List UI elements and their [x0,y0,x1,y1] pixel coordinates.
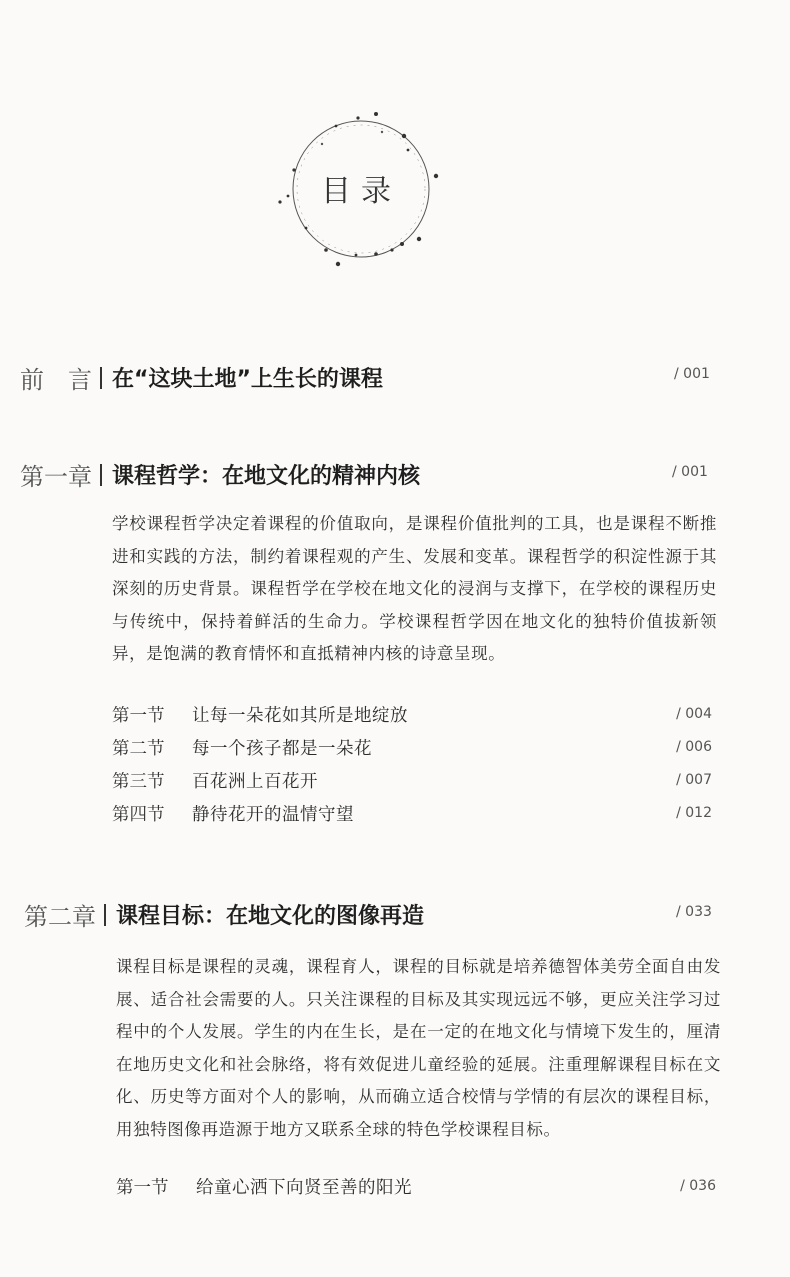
chapter-1-page-number: / 001 [672,464,708,480]
chapter-2-title: 课程目标：在地文化的图像再造 [116,904,425,929]
section-title: 静待花开的温情守望 [192,804,354,825]
section-page-number: / 007 [676,772,712,788]
section-label: 第一节 [112,705,165,726]
chapter-1-section-1[interactable] [112,700,712,728]
chapter-2-label: 第二章 [24,903,96,931]
section-label: 第二节 [112,738,165,759]
preface-heading[interactable] [20,360,383,395]
divider-bar [100,367,102,389]
chapter-1-label: 第一章 [20,463,92,491]
chapter-2-heading[interactable] [24,897,424,932]
section-page-number: / 036 [680,1178,716,1194]
section-label: 第一节 [116,1177,169,1198]
section-title: 让每一朵花如其所是地绽放 [192,705,408,726]
chapter-2-section-1[interactable] [116,1172,716,1200]
section-label: 第三节 [112,771,165,792]
section-page-number: / 004 [676,706,712,722]
section-page-number: / 012 [676,805,712,821]
chapter-1-summary: 学校课程哲学决定着课程的价值取向，是课程价值批判的工具，也是课程不断推进和实践的方法，制约着课程观的产生、发展和变革。课程哲学的积淀性源于其深刻的历史背景。课程哲学在学校在地文化的浸润与支撑下，在学校的课程历史与传统中，保持着鲜活的生命力。学校课程哲学因在地文化的独特价值拔新领异，是饱满的教育情怀和直抵精神内核的诗意呈现。 [112,514,717,664]
chapter-2-summary: 课程目标是课程的灵魂，课程育人，课程的目标就是培养德智体美劳全面自由发展、适合社会需要的人。只关注课程的目标及其实现远远不够，更应关注学习过程中的个人发展。学生的内在生长，是在一定的在地文化与情境下发生的，厘清在地历史文化和社会脉络，将有效促进儿童经验的延展。注重理解课程目标在文化、历史等方面对个人的影响，从而确立适合校情与学情的有层次的课程目标，用独特图像再造源于地方又联系全球的特色学校课程目标。 [116,957,721,1139]
section-page-number: / 006 [676,739,712,755]
divider-bar [100,464,102,486]
toc-heading-emblem [276,104,446,274]
chapter-2-page-number: / 033 [676,904,712,920]
preface-page-number: / 001 [674,366,710,382]
section-title: 百花洲上百花开 [192,771,318,792]
toc-heading: 目录 [321,174,401,209]
section-title: 每一个孩子都是一朵花 [192,738,372,759]
preface-label: 前 言 [20,366,92,394]
preface-title: 在“这块土地”上生长的课程 [112,367,383,392]
section-title: 给童心洒下向贤至善的阳光 [196,1177,412,1198]
chapter-1-section-2[interactable] [112,733,712,761]
chapter-1-heading[interactable] [20,457,420,492]
divider-bar [104,904,106,926]
section-label: 第四节 [112,804,165,825]
chapter-1-title: 课程哲学：在地文化的精神内核 [112,464,421,489]
chapter-1-section-3[interactable] [112,766,712,794]
chapter-1-section-4[interactable] [112,799,712,827]
